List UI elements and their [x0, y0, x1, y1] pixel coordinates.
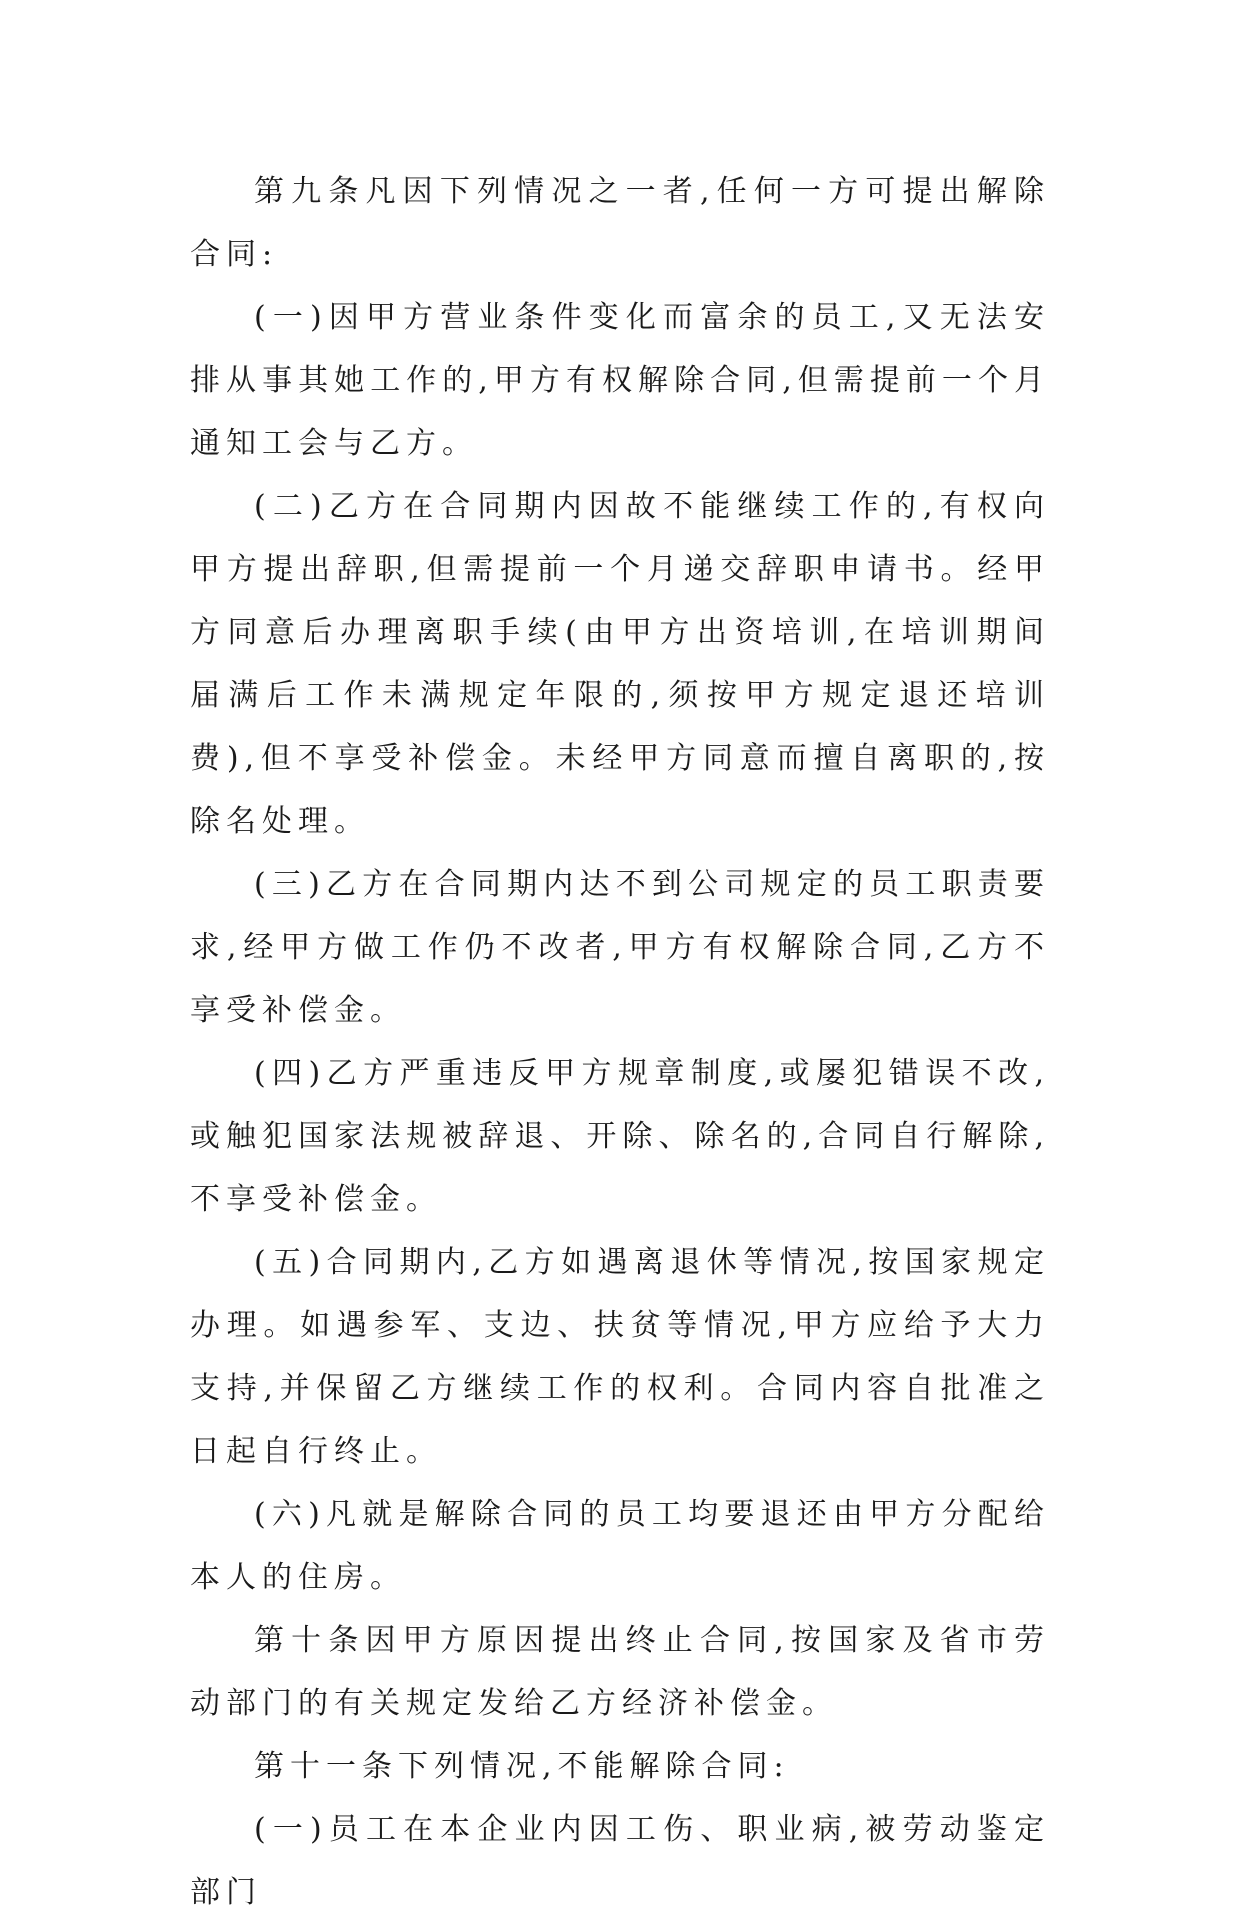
- paragraph-article-11-clause-1: (一)员工在本企业内因工伤、职业病,被劳动鉴定部门: [190, 1812, 1050, 1910]
- paragraph-clause-2: (二)乙方在合同期内因故不能继续工作的,有权向甲方提出辞职,但需提前一个月递交辞职申请书。经甲方同意后办理离职手续(由甲方出资培训,在培训期间届满后工作未满规定年限的,须按甲方规定退还培训费),但不享受补偿金。未经甲方同意而擅自离职的,按除名处理。: [190, 489, 1050, 839]
- paragraph-clause-6: (六)凡就是解除合同的员工均要退还由甲方分配给本人的住房。: [190, 1497, 1050, 1595]
- paragraph-clause-3: (三)乙方在合同期内达不到公司规定的员工职责要求,经甲方做工作仍不改者,甲方有权解除合同,乙方不享受补偿金。: [190, 867, 1050, 1028]
- document-body: [190, 160, 1050, 1924]
- paragraph-article-11: 第十一条下列情况,不能解除合同:: [254, 1749, 790, 1784]
- paragraph-article-9: 第九条凡因下列情况之一者,任何一方可提出解除合同:: [190, 174, 1050, 272]
- paragraph-clause-5: (五)合同期内,乙方如遇离退休等情况,按国家规定办理。如遇参军、支边、扶贫等情况,甲方应给予大力支持,并保留乙方继续工作的权利。合同内容自批准之日起自行终止。: [190, 1245, 1050, 1469]
- paragraph-clause-1: (一)因甲方营业条件变化而富余的员工,又无法安排从事其她工作的,甲方有权解除合同,但需提前一个月通知工会与乙方。: [190, 300, 1050, 461]
- paragraph-article-10: 第十条因甲方原因提出终止合同,按国家及省市劳动部门的有关规定发给乙方经济补偿金。: [190, 1623, 1050, 1721]
- paragraph-clause-4: (四)乙方严重违反甲方规章制度,或屡犯错误不改,或触犯国家法规被辞退、开除、除名的,合同自行解除,不享受补偿金。: [190, 1056, 1050, 1217]
